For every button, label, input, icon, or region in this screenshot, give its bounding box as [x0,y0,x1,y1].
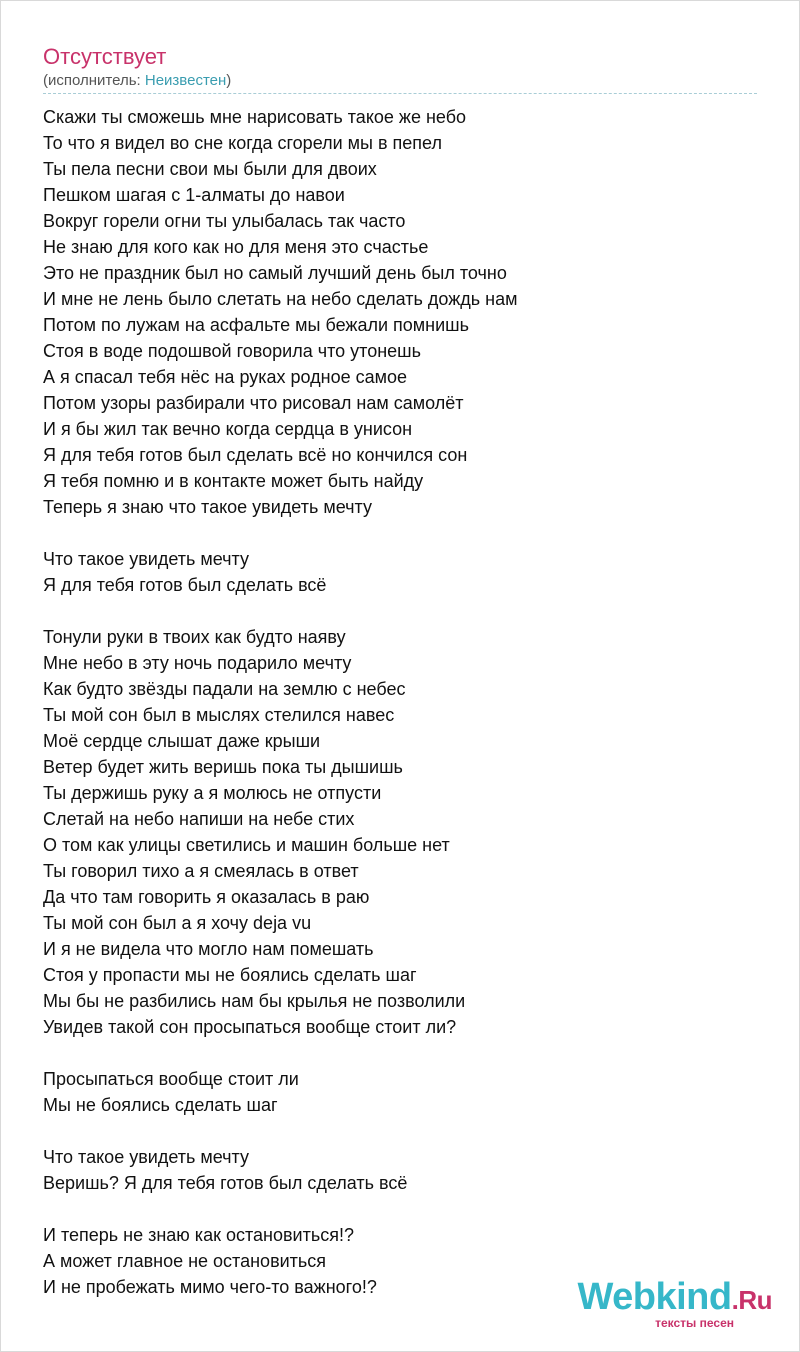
lyric-line: Ветер будет жить веришь пока ты дышишь [43,757,403,777]
logo-name: Webkind [577,1276,732,1318]
lyric-line: Ты пела песни свои мы были для двоих [43,159,377,179]
song-title: Отсутствует [43,44,167,69]
artist-line [43,72,231,89]
lyrics-body [43,104,763,1300]
lyric-line: Тонули руки в твоих как будто наяву [43,627,346,647]
lyric-line: Что такое увидеть мечту [43,549,249,569]
lyric-line: Стоя у пропасти мы не боялись сделать шаг [43,965,417,985]
lyric-line: Теперь я знаю что такое увидеть мечту [43,497,372,517]
artist-link[interactable]: Неизвестен [144,72,227,89]
lyric-line: Ты мой сон был а я хочу deja vu [43,913,312,933]
logo-tagline: тексты песен [655,1316,734,1330]
lyric-line: Мы не боялись сделать шаг [43,1095,278,1115]
lyric-line: Вокруг горели огни ты улыбалась так часто [43,211,406,231]
lyric-line: И не пробежать мимо чего-то важного!? [43,1277,377,1297]
lyric-line: Потом узоры разбирали что рисовал нам самолёт [43,393,464,413]
logo-tld: .Ru [731,1285,772,1315]
lyric-line: О том как улицы светились и машин больше нет [43,835,450,855]
lyric-line: И мне не лень было слетать на небо сделать дождь нам [43,289,518,309]
lyric-line: И я бы жил так вечно когда сердца в унисон [43,419,413,439]
lyric-line: И теперь не знаю как остановиться!? [43,1225,354,1245]
stanza-gap [43,598,763,624]
lyric-line: То что я видел во сне когда сгорели мы в пепел [43,133,442,153]
stanza-gap [43,1118,763,1144]
lyric-line: Я для тебя готов был сделать всё но кончился сон [43,445,468,465]
lyric-line: Веришь? Я для тебя готов был сделать всё [43,1173,408,1193]
lyric-line: Ты мой сон был в мыслях стелился навес [43,705,395,725]
lyric-line: Скажи ты сможешь мне нарисовать такое же небо [43,107,467,127]
artist-prefix: (исполнитель: [43,72,145,89]
stanza-gap [43,1040,763,1066]
stanza-gap [43,520,763,546]
lyric-line: Просыпаться вообще стоит ли [43,1069,299,1089]
lyric-line: Мы бы не разбились нам бы крылья не позволили [43,991,466,1011]
lyric-line: Это не праздник был но самый лучший день был точно [43,263,507,283]
lyric-line: Пешком шагая с 1-алматы до навои [43,185,345,205]
lyric-line: Что такое увидеть мечту [43,1147,249,1167]
title-divider [43,93,757,94]
lyric-line: Увидев такой сон просыпаться вообще стоит ли? [43,1017,457,1037]
lyric-line: Слетай на небо напиши на небе стих [43,809,355,829]
artist-suffix: ) [226,72,232,89]
lyric-line: Я тебя помню и в контакте может быть найду [43,471,424,491]
logo-wordmark [577,1277,772,1320]
stanza-gap [43,1196,763,1222]
lyric-line: Да что там говорить я оказалась в раю [43,887,370,907]
lyric-line: А может главное не остановиться [43,1251,327,1271]
lyric-line: Как будто звёзды падали на землю с небес [43,679,406,699]
lyric-line: А я спасал тебя нёс на руках родное самое [43,367,408,387]
lyric-line: Я для тебя готов был сделать всё [43,575,327,595]
lyric-line: Ты держишь руку а я молюсь не отпусти [43,783,382,803]
lyric-line: Моё сердце слышат даже крыши [43,731,321,751]
lyric-line: Мне небо в эту ночь подарило мечту [43,653,352,673]
site-logo[interactable] [577,1277,772,1330]
lyric-line: Не знаю для кого как но для меня это счастье [43,237,429,257]
lyric-line: Ты говорил тихо а я смеялась в ответ [43,861,359,881]
lyric-line: И я не видела что могло нам помешать [43,939,374,959]
lyric-line: Потом по лужам на асфальте мы бежали помнишь [43,315,469,335]
lyric-line: Стоя в воде подошвой говорила что утонешь [43,341,421,361]
